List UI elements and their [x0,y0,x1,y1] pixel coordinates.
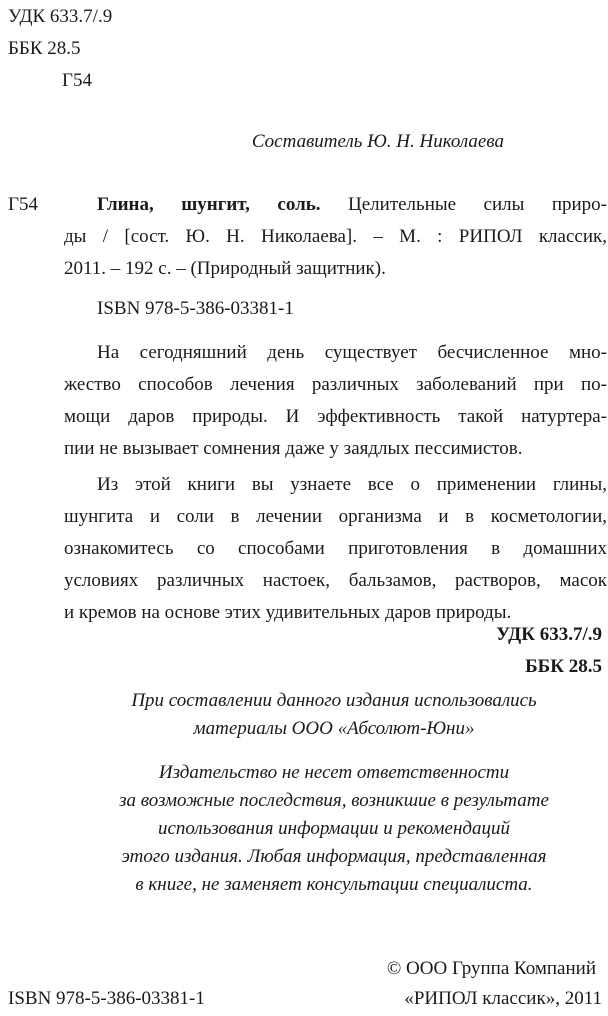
footer-copyright-2: «РИПОЛ классик», 2011 [404,988,602,1009]
bib-isbn: ISBN 978-5-386-03381-1 [97,298,294,319]
annotation-p1-line-2: жество способов лечения различных заболеваний при по- [64,374,607,395]
annotation-p2-line-4: условиях различных настоек, бальзамов, растворов, масок [64,570,607,591]
disclaimer-line-3: использования информации и рекомендаций [158,818,510,839]
bib-title: Глина, шунгит, соль. [97,194,321,215]
annotation-p2-line-5: и кремов на основе этих удивительных даров природы. [64,602,512,623]
bib-line-1-rest: Целительные силы приро- [348,194,608,215]
disclaimer-line-5: в книге, не заменяет консультации специалиста. [135,874,533,895]
annotation-p2-line-1: Из этой книги вы узнаете все о применении глины, [97,474,607,495]
annotation-p1-line-1: На сегодняшний день существует бесчисленное мно- [97,342,607,363]
disclaimer-line-2: за возможные последствия, возникшие в результате [119,790,549,811]
header-udk: УДК 633.7/.9 [8,6,113,27]
annotation-p1-line-4: пии не вызывает сомнения даже у заядлых пессимистов. [64,438,523,459]
header-author-mark: Г54 [62,70,92,91]
codes-right-bbk: ББК 28.5 [525,656,602,677]
disclaimer-line-1: Издательство не несет ответственности [158,762,510,783]
bib-line-3: 2011. – 192 с. – (Природный защитник). [64,258,386,279]
bib-line-2: ды / [сост. Ю. Н. Николаева]. – М. : РИПОЛ классик, [64,226,607,247]
annotation-p2-line-3: ознакомитесь со способами приготовления в домашних [64,538,607,559]
footer-isbn: ISBN 978-5-386-03381-1 [8,988,205,1009]
materials-note-line-1: При составлении данного издания использовались [131,690,537,711]
materials-note-line-2: материалы ООО «Абсолют-Юни» [193,718,475,739]
annotation-p2-line-2: шунгита и соли в лечении организма и в косметологии, [64,506,607,527]
footer-copyright-1: © ООО Группа Компаний [386,958,596,979]
compiler-line: Составитель Ю. Н. Николаева [251,131,504,152]
bib-line-1 [97,194,607,216]
bib-mark: Г54 [8,194,38,215]
annotation-p1-line-3: мощи даров природы. И эффективность такой натуртера- [64,406,607,427]
header-bbk: ББК 28.5 [8,38,81,59]
disclaimer-line-4: этого издания. Любая информация, представленная [121,846,547,867]
codes-right-udk: УДК 633.7/.9 [496,624,602,645]
